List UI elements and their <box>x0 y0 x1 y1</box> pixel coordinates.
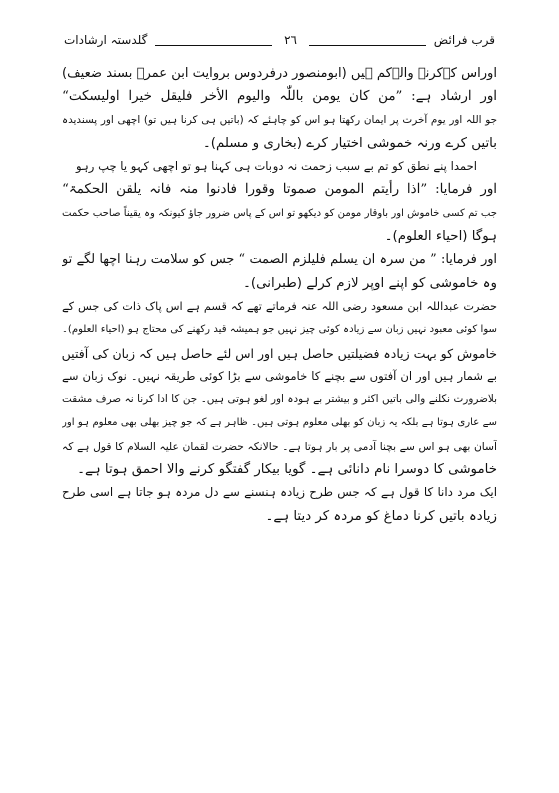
text-line: بلاضرورت نکلنے والی باتیں اکثر و بیشتر بے ہودہ اور لغو ہوتی ہیں۔ جن کا ادا کرنا نہ صرف مشقت <box>62 393 497 406</box>
couplet-second-hemistich: بات ہی کہنا ہو تو اچھی کہو یا چپ رہو <box>76 159 273 174</box>
text-line: سوا کوئی معبود نہیں زبان سے زیادہ کوئی چیز نہیں جو ہمیشہ قید رکھنے کی محتاج ہو (احیاء العلوم)۔ <box>62 324 497 336</box>
text-line: اور فرمایا: ”اذا رأیتم المومن صموتا وقورا فادنوا منہ فانہ یلقن الحکمۃ“ <box>62 182 497 198</box>
text-line: اوراس کےکرنے والےکم ہیں (ابومنصور درفردوس بروایت ابن عمرؓ بسند ضعیف) <box>62 66 497 81</box>
text-line: حضرت عبداللہ ابن مسعود رضی اللہ عنہ فرماتے تھے کہ قسم ہے اس پاک ذات کی جس کے <box>62 299 497 313</box>
page-body <box>62 62 497 528</box>
text-line: آسان بھی ہو اس سے بچنا آدمی پر بار ہوتا ہے۔ حالانکہ حضرت لقمان علیہ السلام کا قول ہے کہ <box>62 439 497 453</box>
couplet <box>62 155 497 178</box>
text-line: جب تم کسی خاموش اور باوقار مومن کو دیکھو تو اس کے پاس ضرور جاؤ کیونکہ وہ یقیناً صاحب حکمت <box>62 207 497 219</box>
header-rule-left <box>155 45 272 46</box>
text-line: اور فرمایا: ” من سرہ ان یسلم فلیلزم الصمت “ جس کو سلامت رہنا اچھا لگے تو <box>62 252 497 268</box>
text-line: ہوگا (احیاء العلوم)۔ <box>384 229 497 245</box>
text-line: وہ خاموشی کو اپنے اوپر لازم کرلے (طبرانی)۔ <box>243 275 497 291</box>
text-line: سے عاری ہوتا ہے بلکہ یہ زبان کو بھلی معلوم ہوتی ہیں۔ ظاہر ہے کہ جو چیز بھلی بھی معلوم ہو اور <box>62 417 497 429</box>
couplet-first-hemistich: احمدا پنے نطق کو تم بے سبب زحمت نہ دو <box>272 159 477 174</box>
header-rule-right <box>309 45 426 46</box>
text-line: خاموشی کا دوسرا نام دانائی ہے۔ گویا بیکار گفتگو کرنے والا احمق ہوتا ہے۔ <box>77 462 497 478</box>
text-line: خاموش کو بہت زیادہ فضیلتیں حاصل ہیں اور اس لئے حاصل ہیں کہ زبان کی آفتیں <box>62 345 497 361</box>
header-book-title: گلدستہ ارشادات <box>63 33 148 47</box>
text-line: زیادہ باتیں کرنا دماغ کو مردہ کر دیتا ہے۔ <box>265 508 497 524</box>
text-line: ایک مرد دانا کا قول ہے کہ جس طرح زیادہ ہنسنے سے دل مردہ ہو جاتا ہے اسی طرح <box>62 485 497 500</box>
text-line: اور ارشاد ہے: ”من کان یومن باللّٰہ والیوم الأخر فلیقل خیرا اولیسکت“ <box>62 89 497 105</box>
text-line: جو اللہ اور یوم آخرت پر ایمان رکھتا ہو اس کو چاہئے کہ (باتیں ہی کرنا ہیں تو) اچھی اور پسندیدہ <box>62 113 497 126</box>
page-number: ٢٦ <box>284 33 297 47</box>
header-chapter-title: قرب فرائض <box>433 33 495 47</box>
text-line: بے شمار ہیں اور ان آفتوں سے بچنے کا خاموشی سے بڑا کوئی طریقہ نہیں۔ نوک زبان سے <box>62 368 497 383</box>
text-line: باتیں کرے ورنہ خموشی اختیار کرے (بخاری و مسلم)۔ <box>202 135 497 151</box>
running-header <box>64 30 495 50</box>
